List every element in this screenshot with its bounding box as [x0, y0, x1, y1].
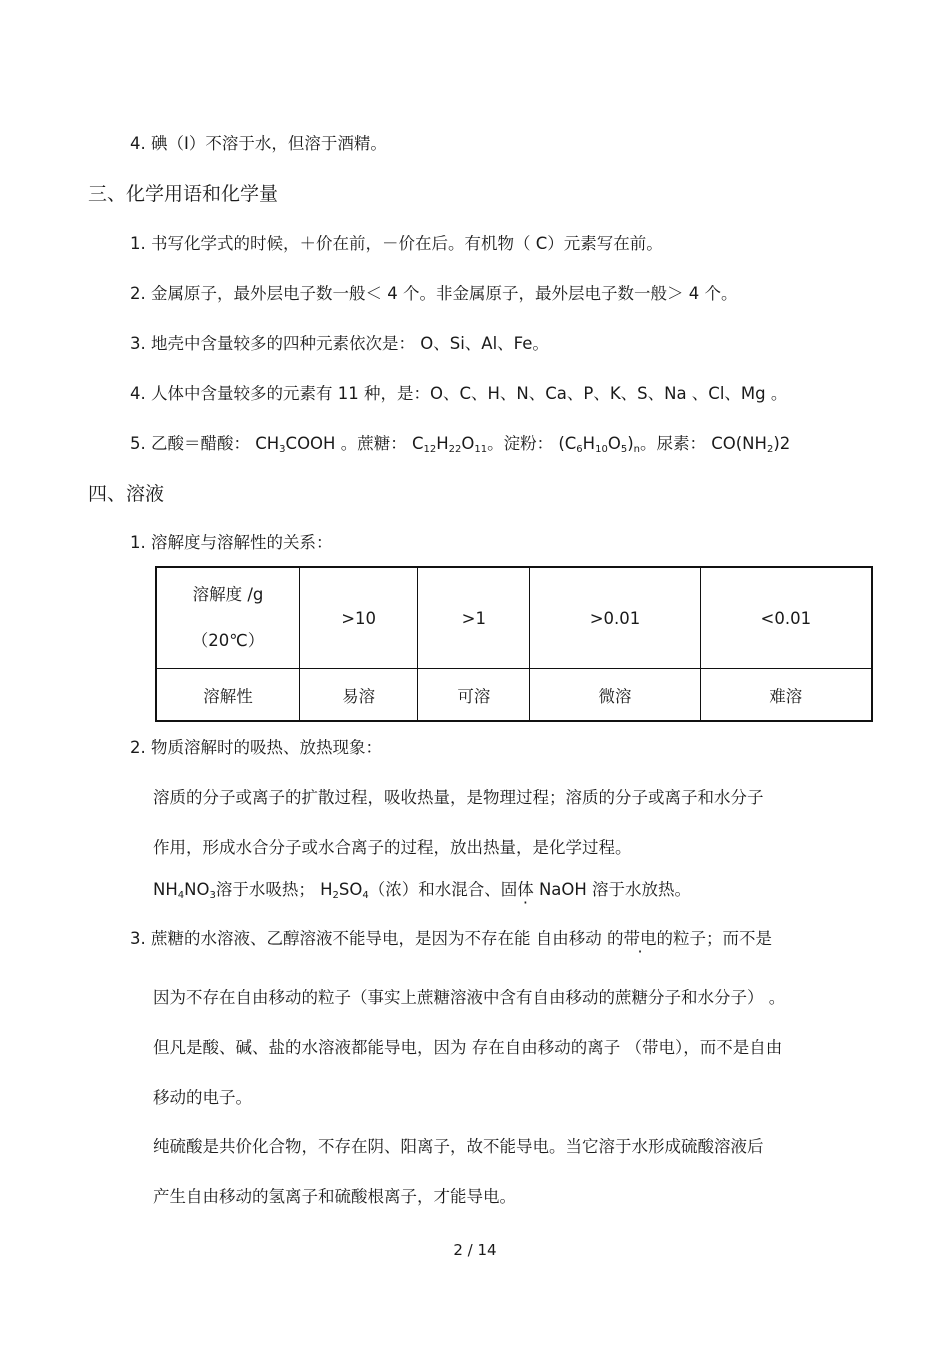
table-row — [156, 669, 872, 722]
table-cell: 可溶 — [418, 669, 530, 722]
list-item-heat-phenomena: 2. 物质溶解时的吸热、放热现象： — [130, 738, 382, 757]
emphasis-dot-text: 带电 — [623, 929, 657, 948]
paragraph-heat-examples: $NH_4NO_3$溶于水吸热； $H_2SO_4$（浓）和水混合、固体 NaOH 溶于水放热。 — [153, 880, 692, 901]
paragraph: 移动的电子。 — [153, 1088, 252, 1107]
table-cell: >1 — [418, 567, 530, 669]
page-number: 2 / 14 — [453, 1241, 497, 1259]
table-cell: 微溶 — [530, 669, 700, 722]
table-cell: 易溶 — [300, 669, 418, 722]
paragraph: 溶质的分子或离子的扩散过程，吸收热量，是物理过程；溶质的分子或离子和水分子 — [153, 788, 764, 807]
temperature-label: （20℃） — [191, 631, 265, 650]
section-heading-chemical-terms: 三、化学用语和化学量 — [88, 183, 279, 205]
paragraph: 但凡是酸、碱、盐的水溶液都能导电，因为 存在自由移动的离子 （带电），而不是自由 — [153, 1038, 783, 1057]
table-header-cell — [156, 567, 300, 669]
table-cell: <0.01 — [700, 567, 872, 669]
paragraph: 因为不存在自由移动的粒子（事实上蔗糖溶液中含有自由移动的蔗糖分子和水分子） 。 — [153, 988, 786, 1007]
paragraph: 产生自由移动的氢离子和硫酸根离子，才能导电。 — [153, 1187, 516, 1206]
emphasis-dot-text: 体 — [517, 880, 534, 899]
list-item-solubility-relation: 1. 溶解度与溶解性的关系： — [130, 533, 333, 552]
list-item-conductivity: 3. 蔗糖的水溶液、乙醇溶液不能导电，是因为不存在能 自由移动 的带电的粒子；而不是 — [130, 929, 772, 948]
list-item-organic-formulas: 5. 乙酸＝醋酸： $CH_3COOH$ 。蔗糖： $C_{12}H_{22}O_{11}$。淀粉： $(C_6H_{10}O_5)_n$。尿素： $CO(NH_2)2$ — [130, 434, 791, 455]
table-cell: >10 — [300, 567, 418, 669]
paragraph: 纯硫酸是共价化合物，不存在阴、阳离子，故不能导电。当它溶于水形成硫酸溶液后 — [153, 1137, 764, 1156]
section-heading-solutions: 四、溶液 — [88, 483, 165, 505]
table-header-cell: 溶解性 — [156, 669, 300, 722]
solubility-table — [155, 566, 873, 722]
list-item-iodine: 4. 碘（I）不溶于水，但溶于酒精。 — [130, 134, 387, 153]
table-cell: 难溶 — [700, 669, 872, 722]
paragraph: 作用，形成水合分子或水合离子的过程，放出热量，是化学过程。 — [153, 838, 632, 857]
list-item-crust-elements: 3. 地壳中含量较多的四种元素依次是： O、Si、Al、Fe。 — [130, 334, 549, 353]
solubility-unit-label: 溶解度 /g — [192, 585, 264, 604]
table-row — [156, 567, 872, 669]
list-item-formula-order: 1. 书写化学式的时候，＋价在前，－价在后。有机物（ C）元素写在前。 — [130, 234, 663, 253]
list-item-body-elements: 4. 人体中含量较多的元素有 11 种，是：O、C、H、N、Ca、P、K、S、Na 、Cl、Mg 。 — [130, 384, 788, 403]
table-cell: >0.01 — [530, 567, 700, 669]
list-item-outer-electrons: 2. 金属原子，最外层电子数一般＜ 4 个。非金属原子，最外层电子数一般＞ 4 个。 — [130, 284, 738, 303]
